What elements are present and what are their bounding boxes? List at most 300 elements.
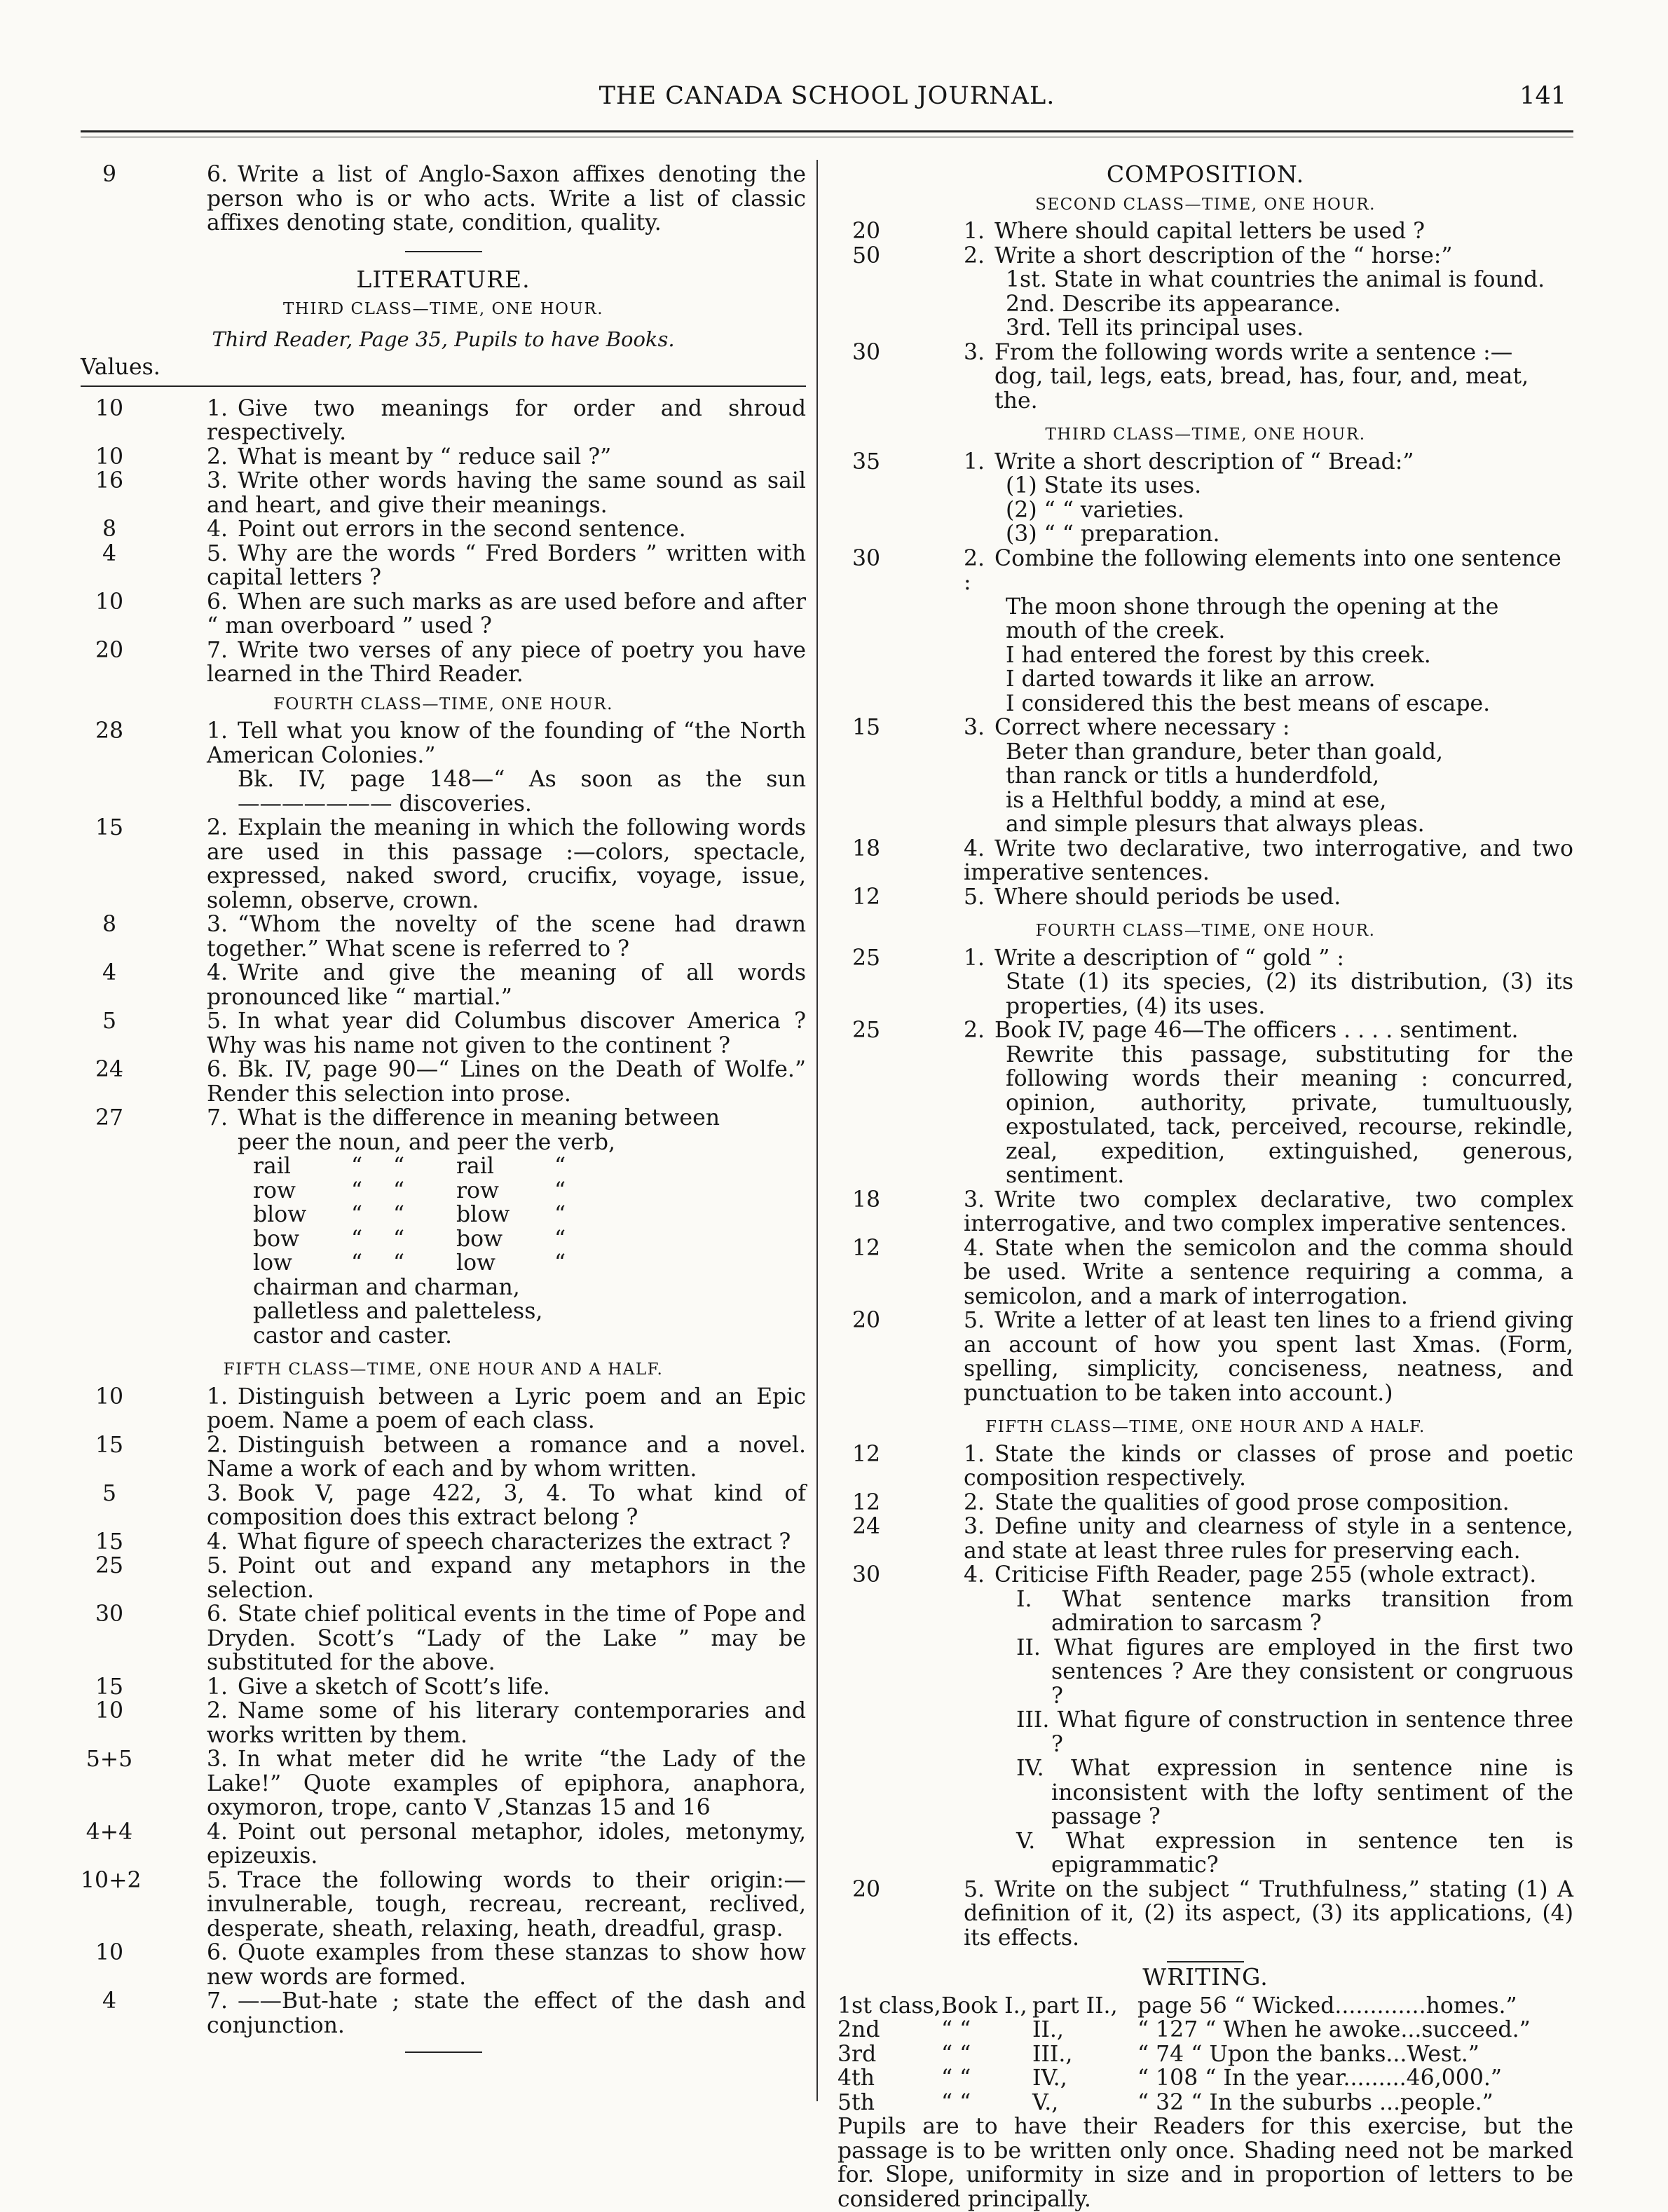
question-item: [81, 913, 806, 961]
word-pair-cell: “: [554, 1250, 566, 1276]
question-item: [81, 1433, 806, 1482]
question-item: [838, 450, 1573, 547]
third-class-heading: THIRD CLASS—TIME, ONE HOUR.: [1045, 425, 1366, 444]
question-value: 10: [95, 589, 124, 615]
question-number: 5.: [207, 1553, 228, 1578]
question-text: Write a description of “ gold ” :: [994, 945, 1344, 971]
question-value: 28: [95, 718, 124, 744]
word-pair-cell: “: [554, 1226, 566, 1252]
question-text: State when the semicolon and the comma should be used. Write a sentence requiring a comma, a semicolon, and a mark of interrogation.: [964, 1235, 1573, 1309]
writing-cell: “ “: [941, 2089, 971, 2115]
composition-heading: COMPOSITION.: [1106, 161, 1305, 188]
criticism-subquestions: [838, 1588, 1573, 1878]
verse-line: Beter than grandure, beter than goald,: [1006, 739, 1444, 765]
sub-item: 3rd. Tell its principal uses.: [1006, 315, 1304, 341]
question-value: 5+5: [86, 1747, 133, 1772]
question-value: 10: [95, 1698, 124, 1723]
word-pair-cell: low: [456, 1250, 496, 1276]
question-item: [81, 397, 806, 445]
sentence-line: I had entered the forest by this creek.: [1006, 642, 1431, 668]
question-text: Book V, page 422, 3, 4. To what kind of composition does this extract belong ?: [207, 1480, 806, 1530]
question-item: [81, 1602, 806, 1675]
question-text: Write on the subject “ Truthfulness,” stating (1) A definition of it, (2) its aspect, (3) its applications, (4) its effects.: [964, 1876, 1573, 1951]
question-detail: State (1) its species, (2) its distribution, (3) its properties, (4) its uses.: [1006, 969, 1573, 1019]
question-number: 6.: [207, 162, 228, 187]
writing-row: [838, 2066, 1573, 2091]
question-text: Point out personal metaphor, idoles, metonymy, epizeuxis.: [207, 1819, 806, 1869]
criticism-subquestion: [838, 1756, 1573, 1829]
question-item: [81, 1675, 806, 1700]
fourth-class-heading: FOURTH CLASS—TIME, ONE HOUR.: [1035, 922, 1376, 940]
question-number: 1.: [207, 718, 228, 744]
page-number: 141: [1519, 82, 1566, 110]
question-value: 4: [102, 540, 117, 566]
third-class-heading: THIRD CLASS—TIME, ONE HOUR.: [282, 300, 604, 318]
section-rule: [405, 251, 482, 252]
question-text: Where should periods be used.: [994, 884, 1341, 910]
question-text: Correct where necessary :: [994, 715, 1290, 740]
question-value: 25: [852, 1018, 881, 1043]
question-item: [838, 946, 1573, 1019]
question-number: 3.: [207, 1480, 228, 1506]
sub-item: (1) State its uses.: [1006, 473, 1202, 498]
subquestion-text: What figure of construction in sentence three ?: [1051, 1707, 1573, 1757]
question-item: [81, 445, 806, 470]
question-value: 5: [102, 1480, 117, 1506]
question-item: [81, 517, 806, 542]
criticism-subquestion: [838, 1588, 1573, 1636]
word-pair-row: [81, 1251, 806, 1276]
question-item: [838, 1236, 1573, 1309]
word-pair-cell: blow: [253, 1202, 307, 1227]
writing-cell: V.,: [1032, 2089, 1059, 2115]
word-pair-extra: palletless and paletteless,: [253, 1299, 543, 1324]
word-pair-row: [81, 1203, 806, 1227]
subquestion-text: What figures are employed in the first two sentences ? Are they consistent or congruous ?: [1051, 1634, 1573, 1709]
writing-row: [838, 2091, 1573, 2115]
word-pair-cell: low: [253, 1250, 293, 1276]
question-number: 3.: [964, 339, 985, 365]
question-number: 2.: [964, 1018, 985, 1043]
question-text: Write two complex declarative, two complex interrogative, and two complex imperative sentences.: [964, 1187, 1573, 1236]
writing-cell: 1st class,: [838, 1993, 941, 2019]
question-number: 2.: [207, 444, 228, 470]
word-pair-cell: “: [351, 1177, 363, 1203]
question-value: 12: [852, 1441, 881, 1467]
question-item: [81, 1554, 806, 1602]
question-text: Distinguish between a romance and a novel. Name a work of each and by whom written.: [207, 1432, 806, 1482]
question-value: 10+2: [81, 1867, 142, 1893]
criticism-subquestion: [838, 1636, 1573, 1709]
right-column: [838, 163, 1573, 2211]
question-number: 4.: [207, 1529, 228, 1555]
question-value: 8: [102, 912, 117, 937]
writing-cell: 2nd: [838, 2017, 880, 2042]
question-item: [838, 547, 1573, 716]
word-pair-extra: castor and caster.: [253, 1323, 453, 1349]
question-number: 2.: [207, 1432, 228, 1458]
fifth-class-questions: [81, 1385, 806, 2038]
third-class-questions: [81, 397, 806, 687]
question-number: 1.: [964, 945, 985, 971]
word-pair-cell: “: [351, 1226, 363, 1252]
question-item: [81, 163, 806, 235]
question-text: Where should capital letters be used ?: [994, 219, 1426, 244]
question-value: 4: [102, 960, 117, 985]
question-number: 6.: [207, 1057, 228, 1082]
writing-cell: Book I.,: [941, 1993, 1027, 2019]
question-value: 18: [852, 835, 881, 861]
question-number: 1.: [964, 449, 985, 475]
sub-item: (2) “ “ varieties.: [1006, 497, 1184, 523]
question-text: Write two declarative, two interrogative, and two imperative sentences.: [964, 835, 1573, 885]
question-item: [838, 716, 1573, 837]
question-item: [838, 219, 1573, 244]
question-value: 9: [102, 162, 117, 187]
question-text: “Whom the novelty of the scene had drawn together.” What scene is referred to ?: [207, 912, 806, 962]
question-value: 50: [852, 243, 881, 268]
question-text: Write a short description of “ Bread:”: [994, 449, 1414, 475]
question-text: From the following words write a sentence :—: [994, 339, 1513, 365]
writing-cell: IV.,: [1032, 2066, 1067, 2091]
question-number: 5.: [207, 1009, 228, 1034]
question-text: State chief political events in the time of Pope and Dryden. Scott’s “Lady of the Lake ” may be substituted for the above.: [207, 1602, 806, 1675]
question-item: [81, 1989, 806, 2037]
question-value: 30: [852, 339, 881, 365]
question-text: Give a sketch of Scott’s life.: [238, 1674, 550, 1700]
section-rule: [1167, 1961, 1244, 1962]
question-number: 2.: [964, 1489, 985, 1515]
word-pair-cell: blow: [456, 1202, 510, 1227]
literature-heading: LITERATURE.: [356, 265, 531, 293]
question-text: What is meant by “ reduce sail ?”: [238, 444, 612, 470]
question-item: [81, 1106, 806, 1154]
sentence-line: I darted towards it like an arrow.: [1006, 667, 1376, 692]
question-text: Criticise Fifth Reader, page 255 (whole extract).: [994, 1562, 1537, 1588]
word-pairs-extra: [81, 1276, 806, 1349]
subquestion-text: What sentence marks transition from admiration to sarcasm ?: [1051, 1586, 1574, 1636]
question-item: [81, 1530, 806, 1555]
values-rule: [81, 385, 806, 387]
question-number: 4.: [207, 1819, 228, 1845]
values-label: Values.: [81, 355, 160, 380]
question-number: 6.: [207, 589, 228, 615]
writing-cell: “ 74 “ Upon the banks...West.”: [1137, 2041, 1479, 2067]
end-rule: [405, 2051, 482, 2053]
writing-cell: “ 108 “ In the year.........46,000.”: [1137, 2066, 1502, 2091]
question-value: 4: [102, 1988, 117, 2014]
question-value: 20: [852, 1876, 881, 1902]
question-value: 5: [102, 1009, 117, 1034]
question-value: 24: [852, 1514, 881, 1539]
question-value: 25: [95, 1553, 124, 1578]
question-value: 25: [852, 945, 881, 971]
question-number: 7.: [207, 637, 228, 663]
question-number: 6.: [207, 1602, 228, 1627]
question-value: 15: [95, 1432, 124, 1458]
word-pair-cell: bow: [456, 1226, 503, 1252]
question-number: 2.: [207, 1698, 228, 1723]
question-text: Give two meanings for order and shroud respectively.: [207, 395, 806, 445]
third-reader-note: Third Reader, Page 35, Pupils to have Books.: [212, 327, 675, 351]
question-text: Write a letter of at least ten lines to a friend giving an account of how you spent last Xmas. (Form, spelling, simplicity, conciseness, neatness, and punctuation to be taken into account.): [964, 1308, 1573, 1406]
question-number: 4.: [207, 517, 228, 542]
criticism-subquestion: [838, 1708, 1573, 1756]
question-number: 7.: [207, 1988, 228, 2014]
writing-cell: part II.,: [1032, 1993, 1118, 2019]
question-number: 4.: [207, 960, 228, 985]
word-pair-cell: “: [393, 1250, 405, 1276]
word-pair-cell: row: [456, 1177, 499, 1203]
question-text: State the kinds or classes of prose and poetic composition respectively.: [964, 1441, 1573, 1491]
word-pair-cell: “: [393, 1177, 405, 1203]
question-item: [81, 1820, 806, 1869]
question-number: 5.: [207, 540, 228, 566]
question-text: What is the difference in meaning between: [238, 1105, 720, 1131]
question-text: Combine the following elements into one sentence :: [964, 545, 1561, 595]
question-value: 10: [95, 395, 124, 421]
question-item: [838, 1018, 1573, 1188]
writing-heading: WRITING.: [1142, 1963, 1269, 1991]
question-value: 12: [852, 1235, 881, 1261]
question-item: [838, 1878, 1573, 1951]
criticism-subquestion: [838, 1829, 1573, 1878]
word-pair-cell: “: [351, 1250, 363, 1276]
word-pair-cell: rail: [253, 1154, 291, 1179]
question-number: 4.: [964, 1235, 985, 1261]
verse-line: and simple plesurs that always pleas.: [1006, 812, 1425, 837]
question-value: 24: [95, 1057, 124, 1082]
question-text: Name some of his literary contemporaries and works written by them.: [207, 1698, 806, 1748]
question-text: ——But-hate ; state the effect of the dash and conjunction.: [207, 1988, 806, 2038]
question-number: 2.: [964, 545, 985, 571]
question-number: 3.: [207, 468, 228, 493]
question-number: 1.: [207, 1384, 228, 1409]
question-lead: peer the noun, and peer the verb,: [238, 1129, 616, 1155]
word-pair-cell: row: [253, 1177, 296, 1203]
question-text: Why are the words “ Fred Borders ” written with capital letters ?: [207, 540, 806, 590]
question-number: 4.: [964, 1562, 985, 1588]
question-item: [81, 1009, 806, 1058]
question-number: 1.: [207, 395, 228, 421]
word-pair-cell: “: [351, 1154, 363, 1179]
question-item: [838, 1563, 1573, 1588]
question-number: 5.: [964, 884, 985, 910]
question-number: 3.: [207, 1747, 228, 1772]
writing-cell: II.,: [1032, 2017, 1064, 2042]
sub-item: (3) “ “ preparation.: [1006, 521, 1220, 547]
question-text: Distinguish between a Lyric poem and an Epic poem. Name a poem of each class.: [207, 1384, 806, 1433]
verse-line: is a Helthful boddy, a mind at ese,: [1006, 787, 1387, 813]
question-item: [81, 469, 806, 517]
question-item: [81, 1058, 806, 1106]
question-number: 1.: [964, 1441, 985, 1467]
question-item: [81, 542, 806, 590]
fourth-class-questions: [81, 816, 806, 1106]
word-pair-cell: “: [351, 1202, 363, 1227]
question-number: 5.: [964, 1308, 985, 1333]
subquestion-text: What expression in sentence ten is epigrammatic?: [1051, 1828, 1574, 1878]
fifth-class-questions: [838, 1442, 1573, 1564]
question-value: 10: [95, 1384, 124, 1409]
question-number: 7.: [207, 1105, 228, 1131]
writing-note: Pupils are to have their Readers for this exercise, but the passage is to be written only once. Shading need not be marked for. Slope, uniformity in size and in proportion of letters to be considered principally.: [838, 2114, 1573, 2212]
question-text: Write two verses of any piece of poetry you have learned in the Third Reader.: [207, 637, 806, 687]
column-divider: [816, 160, 818, 2101]
fourth-class-questions: [838, 946, 1573, 1406]
question-value: 15: [95, 815, 124, 840]
word-list: dog, tail, legs, eats, bread, has, four, and, meat, the.: [994, 364, 1529, 414]
roman-numeral: V.: [1016, 1828, 1036, 1854]
writing-table: [838, 1994, 1573, 2115]
fourth-class-heading: FOURTH CLASS—TIME, ONE HOUR.: [273, 695, 613, 714]
question-value: 27: [95, 1105, 124, 1131]
question-item: [838, 1491, 1573, 1515]
question-item: [838, 244, 1573, 341]
word-pair-cell: “: [554, 1177, 566, 1203]
word-pair-extra: chairman and charman,: [253, 1274, 520, 1300]
question-number: 1.: [964, 219, 985, 244]
question-item: [81, 639, 806, 687]
question-value: 30: [95, 1602, 124, 1627]
question-item: [838, 1442, 1573, 1491]
question-text: Tell what you know of the founding of “the North American Colonies.”: [207, 718, 806, 768]
question-value: 20: [852, 1308, 881, 1333]
writing-cell: “ 127 “ When he awoke...succeed.”: [1137, 2017, 1531, 2042]
question-text: Point out and expand any metaphors in the selection.: [207, 1553, 806, 1603]
word-pair-row: [81, 1154, 806, 1179]
roman-numeral: I.: [1016, 1586, 1032, 1612]
question-item: [838, 837, 1573, 885]
fifth-class-heading: FIFTH CLASS—TIME, ONE HOUR AND A HALF.: [985, 1418, 1426, 1436]
question-number: 2.: [207, 815, 228, 840]
question-reference: Bk. IV, page 148—“ As soon as the sun——————— discoveries.: [238, 767, 806, 817]
question-value: 20: [95, 637, 124, 663]
question-text: Point out errors in the second sentence.: [238, 517, 686, 542]
question-item: [81, 816, 806, 913]
fifth-class-heading: FIFTH CLASS—TIME, ONE HOUR AND A HALF.: [223, 1360, 664, 1379]
question-text: Define unity and clearness of style in a sentence, and state at least three rules for preserving each.: [964, 1514, 1573, 1564]
left-column: [81, 163, 806, 2068]
question-text: Quote examples from these stanzas to show how new words are formed.: [207, 1940, 806, 1990]
word-pair-cell: “: [554, 1202, 566, 1227]
question-number: 3.: [964, 715, 985, 740]
word-pair-cell: rail: [456, 1154, 494, 1179]
sentence-line: The moon shone through the opening at the mouth of the creek.: [1006, 594, 1499, 643]
question-value: 10: [95, 444, 124, 470]
word-pair-cell: “: [554, 1154, 566, 1179]
question-text: When are such marks as are used before and after “ man overboard ” used ?: [207, 589, 806, 639]
question-text: Bk. IV, page 90—“ Lines on the Death of Wolfe.” Render this selection into prose.: [207, 1057, 806, 1107]
writing-cell: “ “: [941, 2017, 971, 2042]
writing-cell: 5th: [838, 2089, 875, 2115]
question-number: 5.: [207, 1867, 228, 1893]
writing-cell: III.,: [1032, 2041, 1073, 2067]
question-item: [81, 590, 806, 639]
word-pair-cell: “: [393, 1202, 405, 1227]
writing-cell: “ 32 “ In the suburbs ...people.”: [1137, 2089, 1493, 2115]
subquestion-text: What expression in sentence nine is inconsistent with the lofty sentiment of the passage ?: [1051, 1756, 1574, 1829]
verse-line: than ranck or titls a hunderdfold,: [1006, 763, 1380, 788]
sub-item: 2nd. Describe its appearance.: [1006, 291, 1341, 317]
page-header: [81, 78, 1573, 121]
question-number: 5.: [964, 1876, 985, 1902]
roman-numeral: IV.: [1016, 1756, 1044, 1781]
sentence-line: I considered this the best means of escape.: [1006, 690, 1491, 716]
question-value: 20: [852, 219, 881, 244]
question-number: 4.: [964, 835, 985, 861]
question-text: Write a short description of the “ horse:”: [994, 243, 1453, 268]
journal-title: THE CANADA SCHOOL JOURNAL.: [599, 82, 1055, 110]
question-text: Explain the meaning in which the following words are used in this passage :—colors, spectacle, expressed, naked sword, crucifix, voyage, issue, solemn, observe, crown.: [207, 815, 806, 913]
question-item: [838, 1188, 1573, 1236]
question-text: Write other words having the same sound as sail and heart, and give their meanings.: [207, 468, 806, 518]
question-text: What figure of speech characterizes the extract ?: [238, 1529, 791, 1555]
question-value: 30: [852, 545, 881, 571]
question-text: In what meter did he write “the Lady of the Lake!” Quote examples of epiphora, anaphora, oxymoron, trope, canto V ,Stanzas 15 and 16: [207, 1747, 806, 1820]
question-number: 6.: [207, 1940, 228, 1965]
question-value: 18: [852, 1187, 881, 1213]
question-item: [81, 1385, 806, 1433]
question-text: State the qualities of good prose composition.: [994, 1489, 1510, 1515]
question-value: 16: [95, 468, 124, 493]
question-value: 10: [95, 1940, 124, 1965]
writing-row: [838, 2042, 1573, 2067]
question-value: 15: [852, 715, 881, 740]
question-item: [81, 1699, 806, 1747]
writing-cell: 4th: [838, 2066, 875, 2091]
question-number: 3.: [964, 1187, 985, 1213]
word-pair-row: [81, 1227, 806, 1252]
question-item: [838, 341, 1573, 414]
question-text: Write a list of Anglo-Saxon affixes denoting the person who is or who acts. Write a list of classic affixes denoting state, condition, quality.: [207, 162, 806, 235]
writing-cell: 3rd: [838, 2041, 877, 2067]
question-item: [81, 1482, 806, 1530]
sub-item: 1st. State in what countries the animal is found.: [1006, 267, 1545, 292]
question-value: 15: [95, 1674, 124, 1700]
question-value: 4+4: [86, 1819, 133, 1845]
question-value: 12: [852, 884, 881, 910]
question-item: [81, 719, 806, 816]
question-text: Write and give the meaning of all words pronounced like “ martial.”: [207, 960, 806, 1010]
question-number: 1.: [207, 1674, 228, 1700]
writing-cell: “ “: [941, 2041, 971, 2067]
writing-row: [838, 2018, 1573, 2042]
question-item: [81, 1941, 806, 1989]
question-value: 12: [852, 1489, 881, 1515]
question-item: [838, 1309, 1573, 1405]
question-text: Book IV, page 46—The officers . . . . sentiment.: [994, 1018, 1519, 1043]
question-text: In what year did Columbus discover America ? Why was his name not given to the continent ?: [207, 1009, 806, 1058]
question-value: 8: [102, 517, 117, 542]
question-item: [838, 1515, 1573, 1563]
second-class-heading: SECOND CLASS—TIME, ONE HOUR.: [1035, 195, 1376, 214]
question-item: [81, 1747, 806, 1820]
question-number: 3.: [964, 1514, 985, 1539]
question-item: [838, 885, 1573, 910]
question-value: 35: [852, 449, 881, 475]
roman-numeral: III.: [1016, 1707, 1050, 1733]
question-item: [81, 1869, 806, 1941]
header-rule: [81, 130, 1573, 132]
question-number: 2.: [964, 243, 985, 268]
word-pair-cell: bow: [253, 1226, 300, 1252]
word-pairs: [81, 1154, 806, 1276]
writing-cell: “ “: [941, 2066, 971, 2091]
question-text: Trace the following words to their origin:—invulnerable, tough, recreau, recreant, reclived, desperate, sheath, relaxing, heath, dreadful, grasp.: [207, 1867, 806, 1941]
word-pair-row: [81, 1179, 806, 1203]
writing-cell: page 56 “ Wicked.............homes.”: [1137, 1993, 1517, 2019]
